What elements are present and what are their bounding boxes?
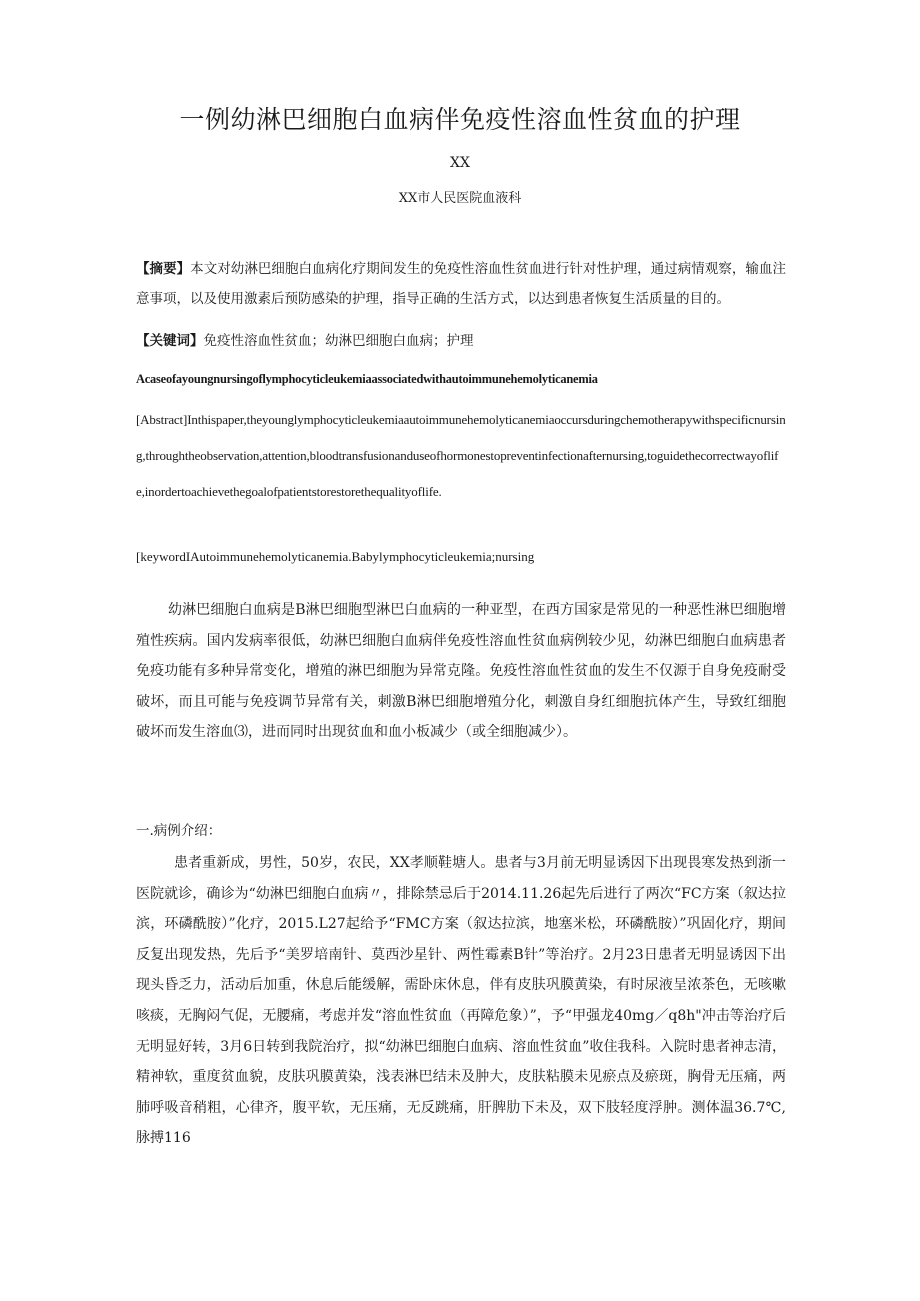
intro-paragraph: 幼淋巴细胞白血病是B淋巴细胞型淋巴白血病的一种亚型，在西方国家是常见的一种恶性淋巴细胞增殖性疾病。国内发病率很低，幼淋巴细胞白血病伴免疫性溶血性贫血病例较少见，幼淋巴细胞白血病患者免疫功能有多种异常变化，增殖的淋巴细胞为异常克隆。免疫性溶血性贫血的发生不仅源于自身免疫耐受破坏，而且可能与免疫调节异常有关，刺激B淋巴细胞增殖分化，刺激自身红细胞抗体产生，导致红细胞破坏而发生溶血⑶，进而同时出现贫血和血小板减少（或全细胞减少）。 xyxy=(136,602,786,741)
section-heading-case-introduction: 一.病例介绍： xyxy=(136,823,222,839)
abstract-text: 本文对幼淋巴细胞白血病化疗期间发生的免疫性溶血性贫血进行针对性护理，通过病情观察，输血注意事项，以及使用激素后预防感染的护理，指导正确的生活方式，以达到患者恢复生活质量的目的。 xyxy=(136,261,787,307)
keywords-section xyxy=(136,326,786,356)
keywords-text: 免疫性溶血性贫血；幼淋巴细胞白血病；护理 xyxy=(203,333,474,349)
author-name: XX xyxy=(450,155,470,171)
case-introduction-paragraph: 患者重新成，男性，50岁，农民，XX孝顺鞋塘人。患者与3月前无明显诱因下出现畏寒发热到浙一医院就诊，确诊为“幼淋巴细胞白血病〃，排除禁忌后于2014.11.26起先后进行了两次“FC方案（叙达拉滨，环磷酰胺）”化疗，2015.L27起给予“FMC方案（叙达拉滨，地塞米松，环磷酰胺）”巩固化疗，期间反复出现发热，先后予“美罗培南针、莫西沙星针、两性霉素B针”等治疗。2月23日患者无明显诱因下出现头昏乏力，活动后加重，休息后能缓解，需卧床休息，伴有皮肤巩膜黄染，有时尿液呈浓茶色，无咳嗽咳痰，无胸闷气促，无腰痛，考虑并发“溶血性贫血（再障危象）”，予“甲强龙40mg／q8h"冲击等治疗后无明显好转，3月6日转到我院治疗，拟“幼淋巴细胞白血病、溶血性贫血”收住我科。入院时患者神志清，精神软，重度贫血貌，皮肤巩膜黄染，浅表淋巴结未及肿大，皮肤粘膜未见瘀点及瘀斑，胸骨无压痛，两肺呼吸音稍粗，心律齐，腹平软，无压痛，无反跳痛，肝脾肋下未及，双下肢轻度浮肿。测体温36.7℃,脉搏116 xyxy=(136,855,786,1147)
english-keywords: [keywordIAutoimmunehemolyticanemia.Babylymphocyticleukemia;nursing xyxy=(136,549,535,564)
english-abstract: [Abstract]Inthispaper,theyounglymphocyticleukemiaautoimmunehemolyticanemiaoccursduringchemotherapywithspecificnursing,throughtheobservation,attention,bloodtransfusionanduseofhormonestopreventinfectionafternursing,toguidethecorrectwayoflife,inordertoachievethegoalofpatientstorestorethequalityoflife. xyxy=(136,412,786,499)
english-title: Acaseofayoungnursingoflymphocyticleukemiaassociatedwithautoimmunehemolyticanemia xyxy=(136,372,598,386)
paper-title: 一例幼淋巴细胞白血病伴免疫性溶血性贫血的护理 xyxy=(179,105,741,134)
author-affiliation: XX市人民医院血液科 xyxy=(398,191,522,206)
abstract-section xyxy=(136,254,786,314)
abstract-label: 【摘要】 xyxy=(136,261,191,277)
keywords-label: 【关键词】 xyxy=(136,333,204,349)
